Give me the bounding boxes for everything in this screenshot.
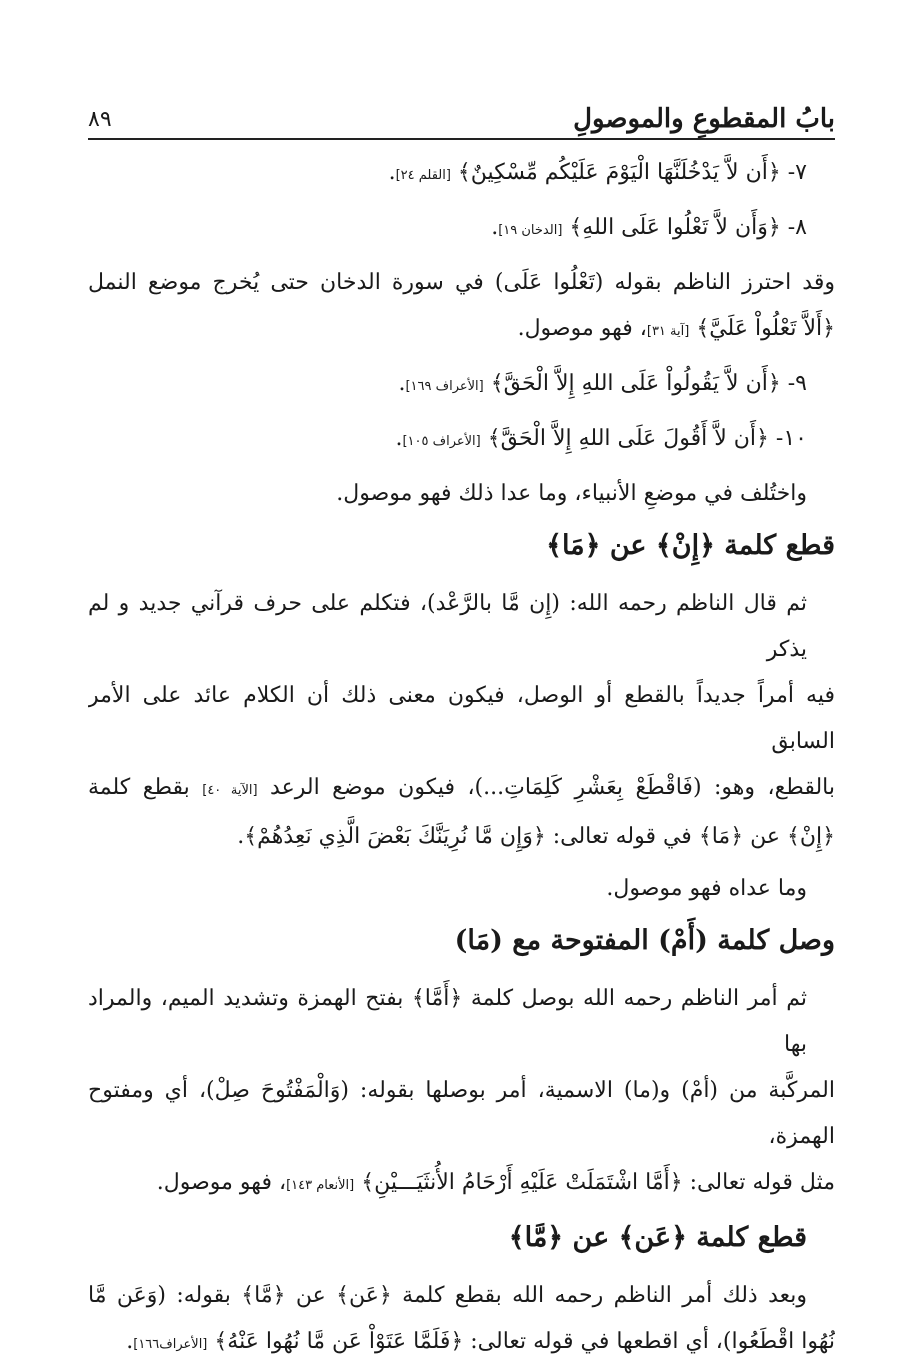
verse-reference: [القلم ٢٤] [395,168,451,183]
paragraph-line: ﴿إِنْ﴾ عن ﴿مَا﴾ في قوله تعالى: ﴿وَإِن مَّا نُرِيَنَّكَ بَعْضَ الَّذِي نَعِدُهُمْ﴾. [237,824,835,849]
verse-text: ٩- ﴿أَن لاَّ يَقُولُواْ عَلَى اللهِ إِلاَّ الْحَقَّ﴾ [483,371,807,396]
verse-reference: [الأنعام ١٤٣] [286,1178,355,1193]
paragraph-line: وبعد ذلك أمر الناظم رحمه الله بقطع كلمة ﴿عَن﴾ عن ﴿مَّا﴾ بقوله: (وَعَن مَّا [88,1283,807,1308]
verse-reference: [الأعراف ١٠٥] [402,434,481,449]
section-heading: قطع كلمة ﴿إِنْ﴾ عن ﴿مَا﴾ [546,530,835,561]
list-item-9 [88,361,835,410]
paragraph-line: المركَّبة من (أمْ) و(ما) الاسمية، أمر بوصلها بقوله: (وَالْمَفْتُوحَ صِلْ)، أي ومفتوح الهمزة، [88,1078,835,1149]
line-end: ، فهو موصول. [517,316,647,341]
verse-text: ٨- ﴿وَأَن لاَّ تَعْلُوا عَلَى اللهِ﴾ [562,215,807,240]
page-body [88,150,835,1368]
verse-reference: [آية ٣١] [646,324,690,339]
verse-text: ١٠- ﴿أَن لاَّ أَقُولَ عَلَى اللهِ إِلاَّ الْحَقَّ﴾ [480,426,807,451]
running-header [88,96,835,140]
paragraph-line [88,306,835,355]
paragraph-line: ثم أمر الناظم رحمه الله بوصل كلمة ﴿أَمَّا﴾ بفتح الهمزة وتشديد الميم، والمراد بها [88,986,807,1057]
line-end: . [491,215,499,240]
paragraph-line: واختُلف في موضعِ الأنبياء، وما عدا ذلك فهو موصول. [336,481,807,506]
section-heading: وصل كلمة (أَمْ) المفتوحة مع (مَا) [454,925,835,956]
line-end: . [395,426,403,451]
verse-text: نُهُوا اقْطَعُوا)، أي اقطعها في قوله تعالى: ﴿فَلَمَّا عَتَوْاْ عَن مَّا نُهُوا عَنْهُ﴾ [207,1329,835,1354]
verse-reference: [الأعراف١٦٦] [133,1337,208,1352]
paragraph-line: وقد احترز الناظم بقوله (تَعْلُوا عَلَى) في سورة الدخان حتى يُخرج موضع النمل [88,270,835,295]
verse-text: مثل قوله تعالى: ﴿أَمَّا اشْتَمَلَتْ عَلَيْهِ أَرْحَامُ الأُنثَيَـــيْنِ﴾ [354,1170,835,1195]
paragraph-line: ثم قال الناظم رحمه الله: (إِن مَّا بالرَّعْد)، فتكلم على حرف قرآني جديد و لم يذكر [88,591,807,662]
paragraph-line [88,1160,835,1209]
line-end: . [126,1329,134,1354]
list-item-7 [88,150,835,199]
verse-text: ﴿أَلاَّ تَعْلُواْ عَلَيَّ﴾ [689,316,835,341]
verse-reference: [الدخان ١٩] [498,223,563,238]
line-text: بالقطع، وهو: (فَاقْطَعْ بِعَشْرِ كَلِمَاتِ...)، فيكون موضع الرعد [257,775,835,800]
chapter-title: بابُ المقطوعِ والموصولِ [573,104,835,134]
verse-reference: [الأعراف ١٦٩] [405,379,484,394]
paragraph-line: وما عداه فهو موصول. [606,876,807,901]
section-heading: قطع كلمة ﴿عَن﴾ عن ﴿مَّا﴾ [508,1222,807,1253]
verse-reference: [الآية ٤٠] [202,783,258,798]
line-end: . [388,160,396,185]
paragraph-line [88,1319,835,1368]
line-end: . [398,371,406,396]
verse-text: ٧- ﴿أَن لاَّ يَدْخُلَنَّهَا الْيَوْمَ عَلَيْكُم مِّسْكِينٌ﴾ [450,160,807,185]
list-item-10 [88,416,835,465]
page-number: ٨٩ [88,107,112,132]
line-end: بقطع كلمة [88,775,203,800]
list-item-8 [88,205,835,254]
paragraph-line: فيه أمراً جديداً بالقطع أو الوصل، فيكون معنى ذلك أن الكلام عائد على الأمر السابق [88,683,835,754]
paragraph-line [88,765,835,814]
line-end: ، فهو موصول. [156,1170,287,1195]
